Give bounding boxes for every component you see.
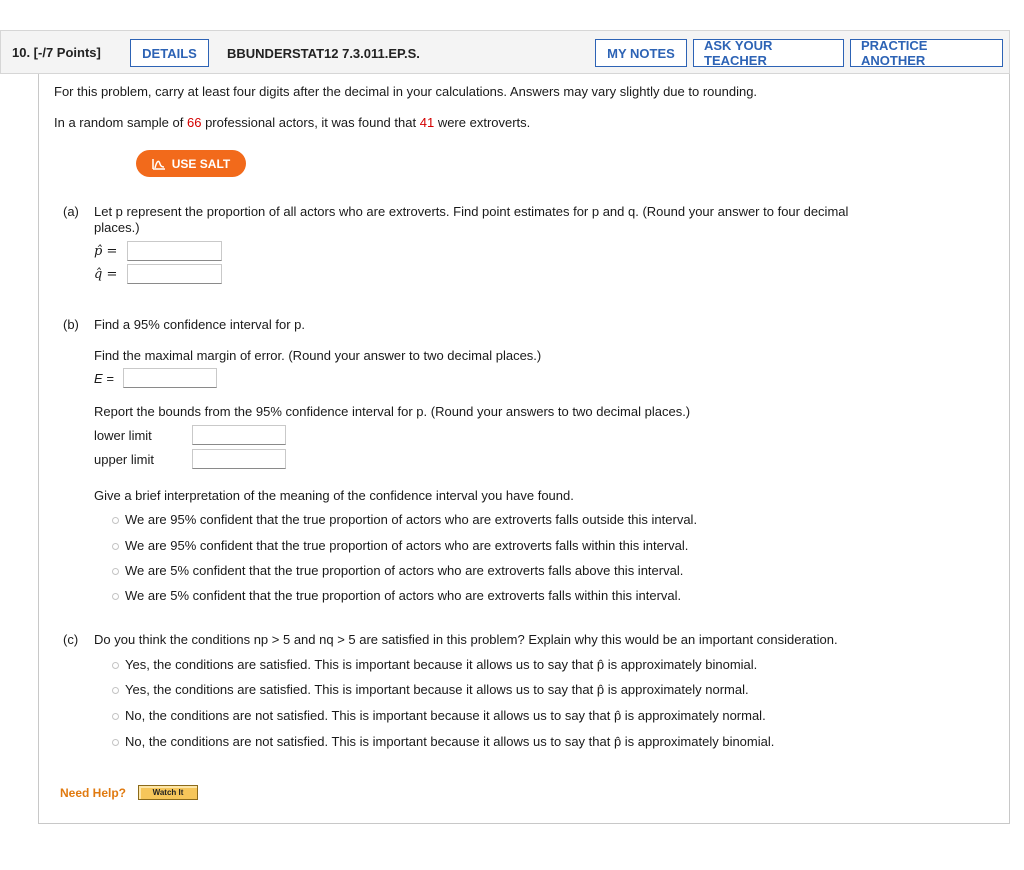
question-header (0, 30, 1010, 74)
interpret-option-4-radio[interactable] (112, 593, 119, 600)
part-b-letter: (b) (63, 317, 79, 332)
use-salt-label: USE SALT (171, 156, 231, 171)
extrovert-count: 41 (419, 115, 435, 130)
lower-limit-input[interactable] (192, 425, 286, 445)
conditions-option-1-radio[interactable] (112, 662, 119, 669)
p-hat-label: p̂ = (94, 244, 118, 259)
interpret-option-1-radio[interactable] (112, 517, 119, 524)
sample-sentence (54, 115, 530, 130)
sample-size: 66 (186, 115, 202, 130)
watch-it-button[interactable]: Watch It (138, 785, 198, 800)
q-hat-label: q̂ = (94, 267, 118, 282)
part-a-letter: (a) (63, 204, 79, 219)
interpret-option-3-radio[interactable] (112, 568, 119, 575)
p-hat-input[interactable] (127, 241, 222, 261)
instruction-text: For this problem, carry at least four digits after the decimal in your calculations. Answers may vary slightly due to rounding. (54, 84, 758, 99)
my-notes-button[interactable]: MY NOTES (595, 39, 687, 67)
salt-chart-icon (152, 158, 166, 170)
part-c-question: Do you think the conditions np > 5 and nq > 5 are satisfied in this problem? Explain why this would be an important consideration. (94, 632, 838, 647)
conditions-option-2: Yes, the conditions are satisfied. This is important because it allows us to say that p̂ is approximately normal. (125, 682, 749, 697)
need-help-label: Need Help? (60, 786, 127, 800)
conditions-option-4-radio[interactable] (112, 739, 119, 746)
conditions-option-1: Yes, the conditions are satisfied. This is important because it allows us to say that p̂ is approximately binomial. (125, 657, 758, 672)
interpret-option-4: We are 5% confident that the true proportion of actors who are extroverts falls within this interval. (125, 588, 682, 603)
part-b-question: Find a 95% confidence interval for p. (94, 317, 306, 332)
lower-limit-label: lower limit (94, 428, 152, 443)
e-label: E = (94, 371, 114, 386)
upper-limit-input[interactable] (192, 449, 286, 469)
part-a-question-line1: Let p represent the proportion of all actors who are extroverts. Find point estimates for p and q. (Round your answer to four decimal (94, 204, 849, 219)
ask-teacher-button[interactable]: ASK YOUR TEACHER (693, 39, 844, 67)
practice-another-button[interactable]: PRACTICE ANOTHER (850, 39, 1003, 67)
sample-middle: professional actors, it was found that (205, 115, 417, 130)
upper-limit-label: upper limit (94, 452, 154, 467)
margin-prompt: Find the maximal margin of error. (Round your answer to two decimal places.) (94, 348, 542, 363)
interpret-option-1: We are 95% confident that the true proportion of actors who are extroverts falls outside this interval. (125, 512, 698, 527)
q-hat-input[interactable] (127, 264, 222, 284)
interpret-prompt: Give a brief interpretation of the meaning of the confidence interval you have found. (94, 488, 574, 503)
conditions-option-3: No, the conditions are not satisfied. This is important because it allows us to say that p̂ is approximately normal. (125, 708, 766, 723)
margin-error-input[interactable] (123, 368, 217, 388)
conditions-option-4: No, the conditions are not satisfied. This is important because it allows us to say that p̂ is approximately binomial. (125, 734, 775, 749)
part-c-letter: (c) (63, 632, 79, 647)
sample-suffix: were extroverts. (437, 115, 531, 130)
conditions-option-2-radio[interactable] (112, 687, 119, 694)
bounds-prompt: Report the bounds from the 95% confidence interval for p. (Round your answers to two decimal places.) (94, 404, 691, 419)
part-a-question-line2: places.) (94, 220, 140, 235)
interpret-option-2: We are 95% confident that the true proportion of actors who are extroverts falls within this interval. (125, 538, 689, 553)
interpret-option-2-radio[interactable] (112, 543, 119, 550)
interpret-option-3: We are 5% confident that the true proportion of actors who are extroverts falls above this interval. (125, 563, 684, 578)
question-number: 10. [-/7 Points] (12, 45, 101, 60)
use-salt-button[interactable] (136, 150, 246, 177)
sample-prefix: In a random sample of (54, 115, 184, 130)
problem-code: BBUNDERSTAT12 7.3.011.EP.S. (227, 46, 420, 61)
details-button[interactable]: DETAILS (130, 39, 209, 67)
conditions-option-3-radio[interactable] (112, 713, 119, 720)
